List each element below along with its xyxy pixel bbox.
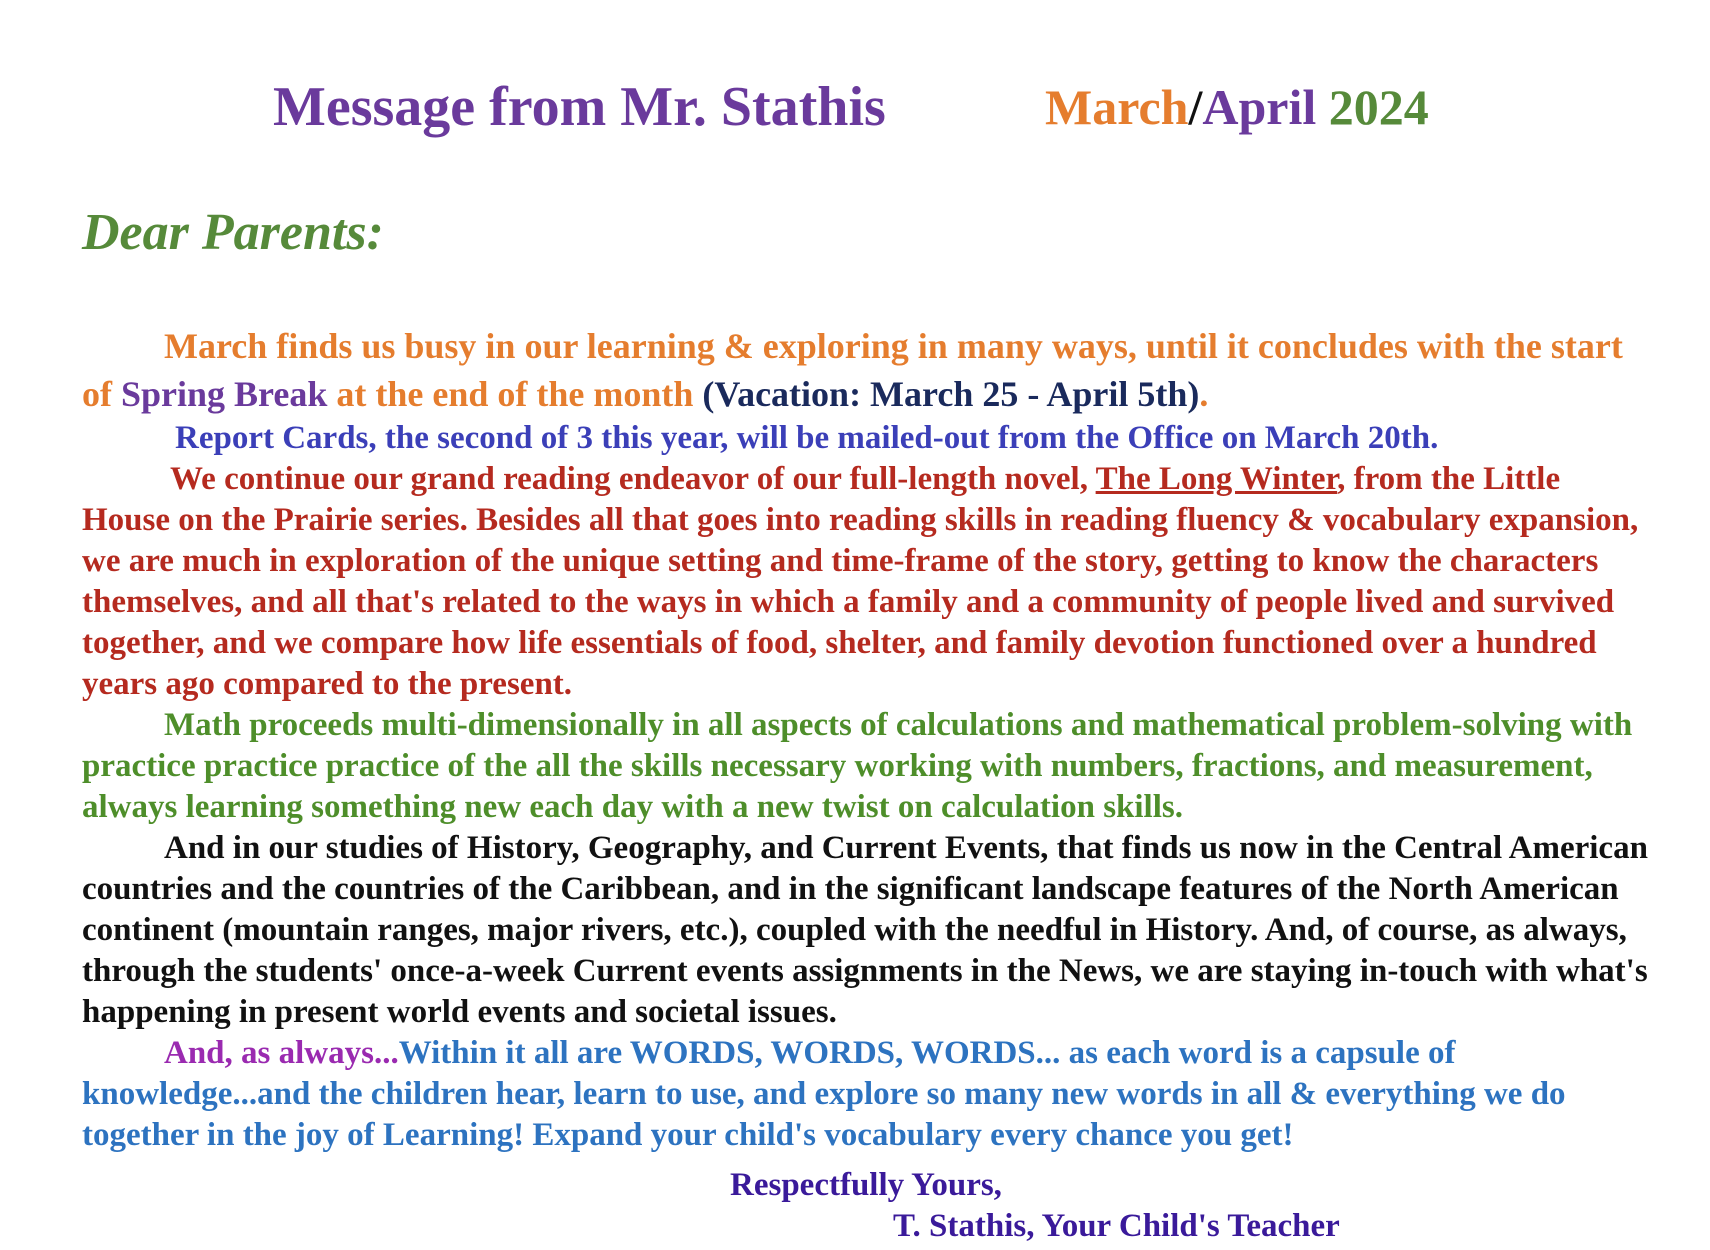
letter-header — [0, 72, 1710, 142]
letter-title: Message from Mr. Stathis — [273, 76, 886, 138]
reading-text-1: We continue our grand reading endeavor of our full-length novel, — [170, 461, 1096, 497]
letter-body — [82, 322, 1652, 1156]
reading-text-2: , from the Little House on the Prairie series. Besides all that goes into reading skills in reading fluency & vocabulary expansion, we are much in exploration of the unique setting and time-frame of the story, getting to know the characters themselves, and all that's related to the ways in which a family and a community of people lived and survived together, and we compare how life essentials of food, shelter, and family devotion functioned over a hundred years ago compared to the present. — [82, 461, 1639, 702]
march-text-1: March finds us busy in our learning & exploring in many ways, until it concludes with the start of — [82, 326, 1623, 414]
paragraph-march — [82, 322, 1652, 418]
vacation-dates: (Vacation: March 25 - April 5th) — [702, 374, 1200, 414]
spring-break: Spring Break — [121, 374, 328, 414]
date-march: March — [1045, 79, 1189, 135]
date-separator: / — [1188, 79, 1203, 135]
greeting: Dear Parents: — [82, 204, 384, 261]
signature: T. Stathis, Your Child's Teacher — [893, 1208, 1340, 1244]
paragraph-history: And in our studies of History, Geography, and Current Events, that finds us now in the Central American countries and the countries of the Caribbean, and in the significant landscape features of the North American continent (mountain ranges, major rivers, etc.), coupled with the needful in History. And, of course, as always, through the students' once-a-week Current events assignments in the News, we are staying in-touch with what's happening in present world events and societal issues. — [82, 830, 1648, 1030]
book-title: The Long Winter — [1095, 461, 1338, 497]
march-text-2: at the end of the month — [327, 374, 703, 414]
date-year: 2024 — [1328, 79, 1429, 135]
paragraph-reading — [82, 459, 1652, 705]
closing: Respectfully Yours, — [730, 1167, 1002, 1203]
paragraph-words — [82, 1033, 1652, 1156]
paragraph-report-cards: Report Cards, the second of 3 this year, will be mailed-out from the Office on March 20th. — [175, 420, 1439, 456]
march-text-end: . — [1199, 374, 1209, 414]
words-text: Within it all are WORDS, WORDS, WORDS... as each word is a capsule of knowledge...and the children hear, learn to use, and explore so many new words in all & everything we do together in the joy of Learning! Expand your child's vocabulary every chance you get! — [82, 1035, 1566, 1153]
date-april: April — [1202, 79, 1317, 135]
letter-date — [1045, 72, 1429, 142]
paragraph-math: Math proceeds multi-dimensionally in all aspects of calculations and mathematical problem-solving with practice practice practice of the all the skills necessary working with numbers, fractions, and measurement, always learning something new each day with a new twist on calculation skills. — [82, 707, 1633, 825]
words-lead: And, as always... — [164, 1035, 399, 1071]
